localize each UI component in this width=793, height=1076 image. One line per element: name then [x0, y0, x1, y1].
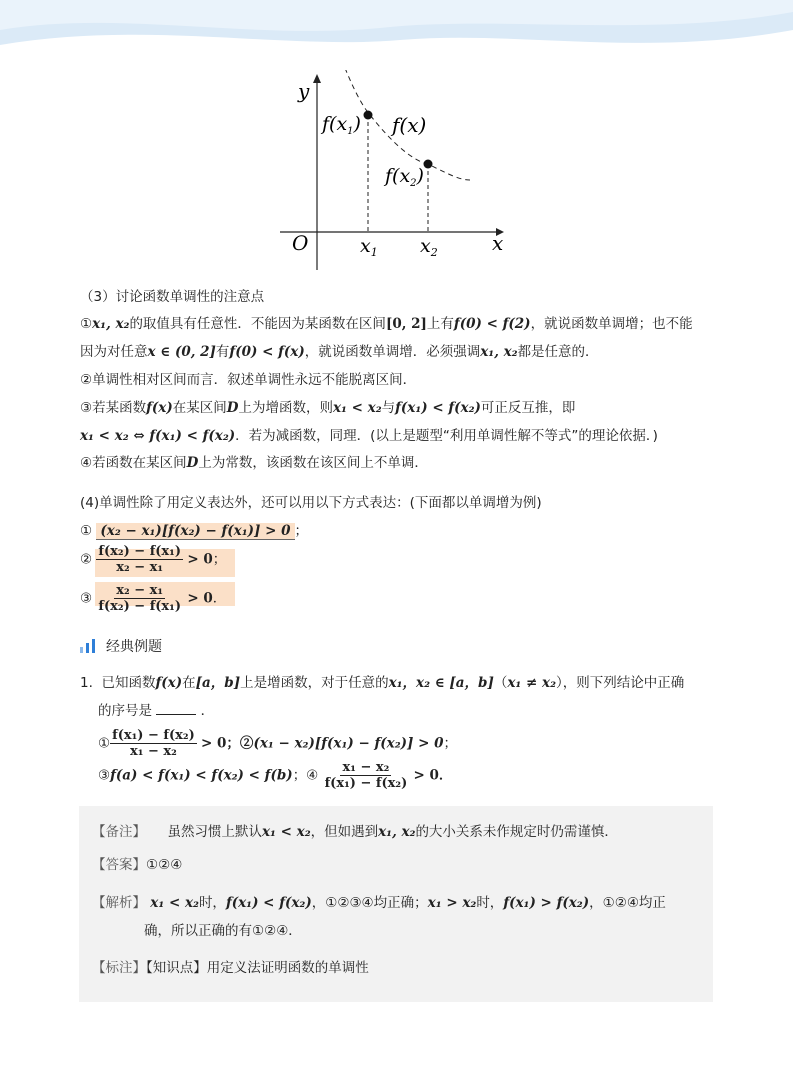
- note-row: 【备注】 虽然习惯上默认x₁ < x₂，但如遇到x₁, x₂的大小关系未作规定时仍需谨慎．: [92, 824, 618, 840]
- question-1-options-line1: ① $\frac{\text{f(x₁) − f(x₂)}}{\text{x₁ − x₂}}$ > 0；②(x₁ − x₂)[f(x₁) − f(x₂)] > 0；: [98, 728, 458, 759]
- svg-text:x1: $x_1$: [360, 235, 378, 259]
- examples-section-title: 经典例题: [80, 636, 162, 656]
- answer-blank: [156, 702, 196, 715]
- x2-tick-label: x: [420, 235, 431, 257]
- analysis-row-1: 【解析】 x₁ < x₂时，f(x₁) < f(x₂)，①②③④均正确；x₁ > x₂时，f(x₁) > f(x₂)，①②④均正: [92, 895, 666, 911]
- x-axis-label: x: [492, 231, 504, 255]
- expression-2: ② $\frac{\text{f(x₂) − f(x₁)}}{\text{x₂ − x₁}}$ > 0；: [80, 544, 227, 575]
- section3-point2: ②单调性相对区间而言．叙述单调性永远不能脱离区间．: [80, 372, 417, 388]
- svg-text:f(x1): $f(x_1)$: [322, 113, 361, 137]
- fx2-label: f(x: [385, 165, 411, 187]
- analysis-row-2: 确，所以正确的有①②④．: [144, 923, 302, 939]
- question-1-options-line2: ③f(a) < f(x₁) < f(x₂) < f(b)；④ $\frac{\text{x₁ − x₂}}{\text{f(x₁) − f(x₂)}}$ > 0．: [98, 760, 453, 791]
- section3-point1-line1: ①x₁, x₂的取值具有任意性．不能因为某函数在区间[0, 2]上有f(0) < f(2)，就说函数单调增；也不能: [80, 316, 693, 332]
- header-wave-banner: [0, 0, 793, 60]
- section3-point4: ④若函数在某区间D上为常数，该函数在该区间上不单调．: [80, 455, 428, 471]
- question-1-line2: 的序号是 ．: [98, 703, 215, 719]
- bar-chart-icon: [80, 639, 96, 653]
- analysis-tag: 【解析】: [92, 895, 146, 911]
- svg-text:x2: $x_2$: [420, 235, 438, 259]
- note-tag: 【备注】: [92, 824, 146, 840]
- fx1-label: f(x: [322, 113, 348, 135]
- section3-point3-line2: x₁ < x₂ ⇔ f(x₁) < f(x₂)．若为减函数，同理．(以上是题型“利用单调性解不等式”的理论依据．): [80, 428, 658, 444]
- section3-point1-line2: 因为对任意x ∈ (0, 2]有f(0) < f(x)，就说函数单调增．必须强调x₁, x₂都是任意的．: [80, 344, 599, 360]
- x1-tick-label: x: [360, 235, 371, 257]
- decreasing-function-graph: [270, 70, 510, 275]
- svg-text:f(x2): $f(x_2)$: [385, 165, 424, 189]
- answer-tag: 【答案】: [92, 857, 146, 873]
- section3-title: （3）讨论函数单调性的注意点: [80, 289, 265, 305]
- section3-point3-line1: ③若某函数f(x)在某区间D上为增函数，则x₁ < x₂与f(x₁) < f(x₂)可正反互推，即: [80, 400, 576, 416]
- tag-label: 【标注】: [92, 960, 146, 976]
- fx-label: f(x): [392, 113, 427, 137]
- question-1-line1: 1. 已知函数f(x)在[a，b]上是增函数，对于任意的x₁，x₂ ∈ [a，b]（x₁ ≠ x₂），则下列结论中正确: [80, 675, 685, 691]
- y-axis-label: y: [298, 79, 310, 103]
- section4-title: (4)单调性除了用定义表达外，还可以用以下方式表达：(下面都以单调增为例): [80, 495, 542, 511]
- expression-1: ① (x₂ − x₁)[f(x₂) − f(x₁)] > 0 ；: [80, 523, 308, 539]
- expression-3: ③ $\frac{\text{x₂ − x₁}}{\text{f(x₂) − f(x₁)}}$ > 0．: [80, 583, 227, 614]
- origin-label: O: [292, 231, 309, 255]
- answer-row: 【答案】①②④: [92, 857, 183, 873]
- tag-row: 【标注】【知识点】用定义法证明函数的单调性: [92, 960, 369, 976]
